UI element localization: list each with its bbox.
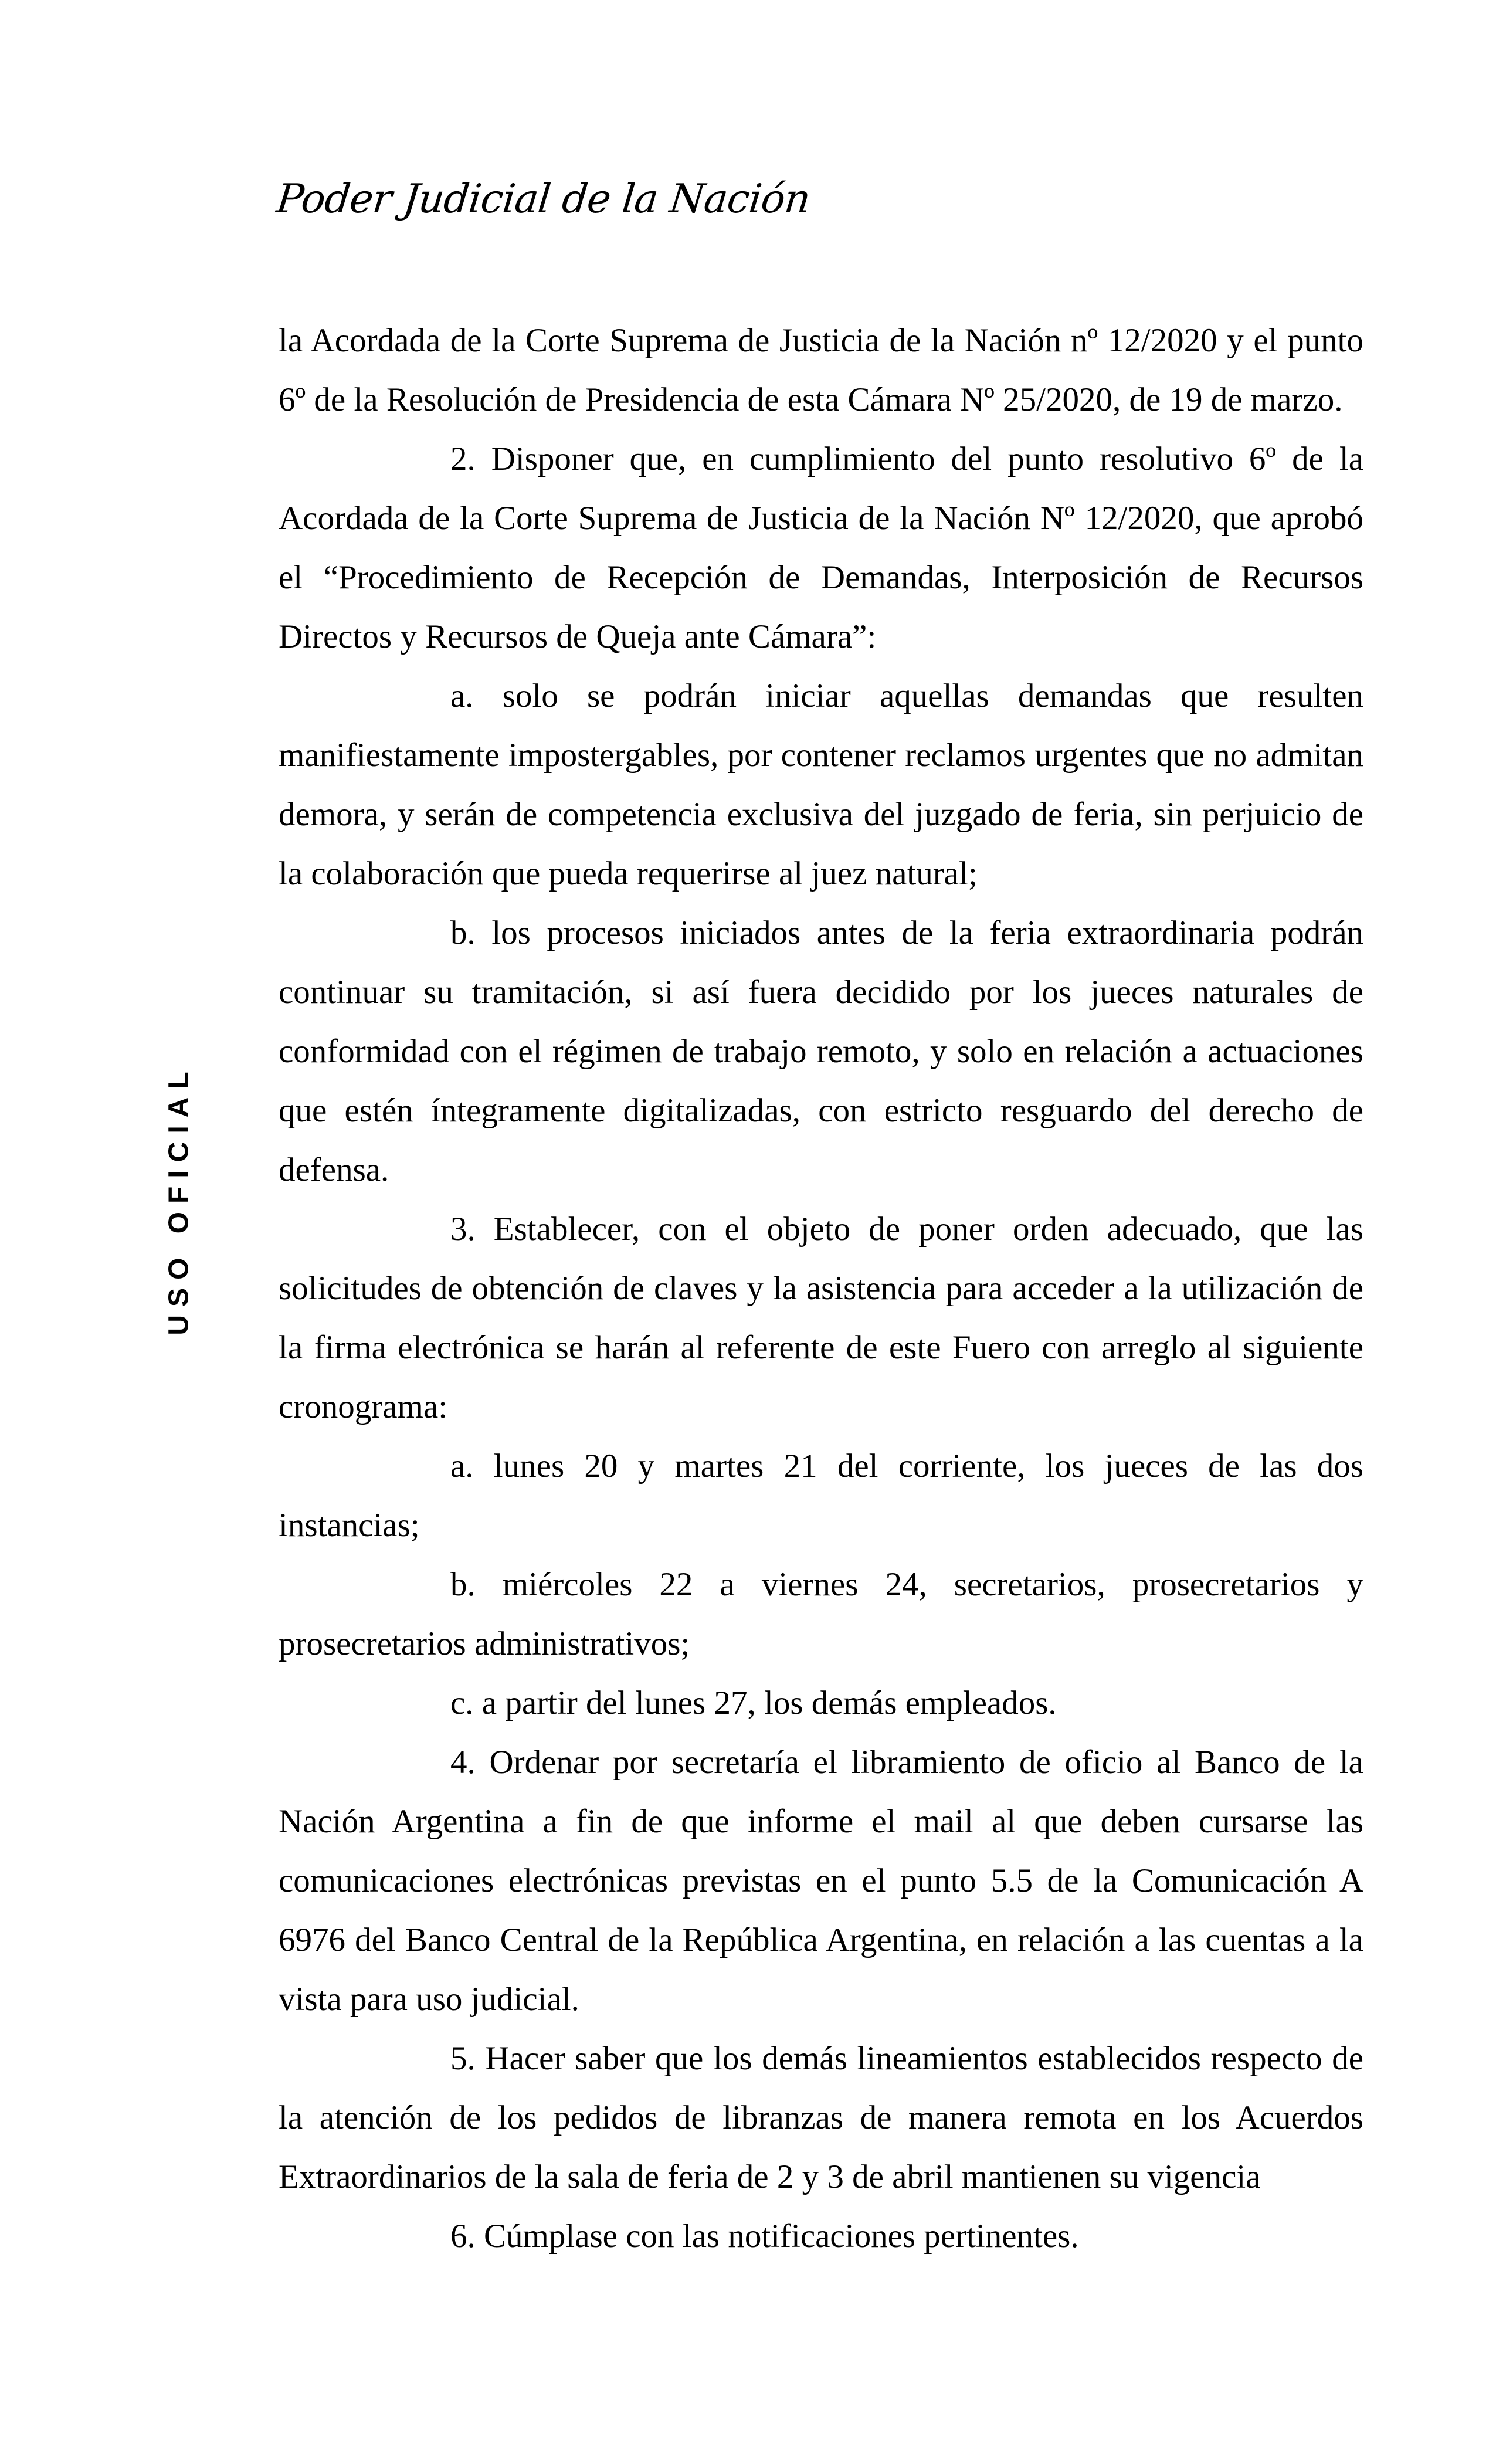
paragraph-item-3: 3. Establecer, con el objeto de poner orden adecuado, que las solicitudes de obtención de claves y la asistencia para acceder a la utilización de la firma electrónica se harán al referente de este Fuero con arreglo al siguiente cronograma: <box>279 1211 1363 1425</box>
paragraph-item-2a: a. solo se podrán iniciar aquellas demandas que resulten manifiestamente impostergables, por contener reclamos urgentes que no admitan demora, y serán de competencia exclusiva del juzgado de feria, sin perjuicio de la colaboración que pueda requerirse al juez natural; <box>279 677 1363 892</box>
paragraph-item-3a: a. lunes 20 y martes 21 del corriente, los jueces de las dos instancias; <box>279 1448 1363 1544</box>
paragraph-item-3b: b. miércoles 22 a viernes 24, secretarios, prosecretarios y prosecretarios administrativos; <box>279 1566 1363 1662</box>
official-use-stamp: USO OFICIAL <box>163 1063 195 1336</box>
paragraph-item-2b: b. los procesos iniciados antes de la feria extraordinaria podrán continuar su tramitación, si así fuera decidido por los jueces naturales de conformidad con el régimen de trabajo remoto, y solo en relación a actuaciones que estén íntegramente digitalizadas, con estricto resguardo del derecho de defensa. <box>279 914 1363 1188</box>
paragraph-item-5: 5. Hacer saber que los demás lineamientos establecidos respecto de la atención de los pedidos de libranzas de manera remota en los Acuerdos Extraordinarios de la sala de feria de 2 y 3 de abril mantienen su vigencia <box>279 2040 1363 2195</box>
document-body <box>279 311 1363 2266</box>
paragraph-item-3c: c. a partir del lunes 27, los demás empleados. <box>450 1685 1057 1721</box>
letterhead-title: Poder Judicial de la Nación <box>274 176 812 222</box>
paragraph-continuation: la Acordada de la Corte Suprema de Justicia de la Nación nº 12/2020 y el punto 6º de la Resolución de Presidencia de esta Cámara Nº 25/2020, de 19 de marzo. <box>279 322 1363 418</box>
paragraph-item-4: 4. Ordenar por secretaría el libramiento de oficio al Banco de la Nación Argentina a fin de que informe el mail al que deben cursarse las comunicaciones electrónicas previstas en el punto 5.5 de la Comunicación A 6976 del Banco Central de la República Argentina, en relación a las cuentas a la vista para uso judicial. <box>279 1744 1363 2018</box>
paragraph-item-2: 2. Disponer que, en cumplimiento del punto resolutivo 6º de la Acordada de la Corte Suprema de Justicia de la Nación Nº 12/2020, que aprobó el “Procedimiento de Recepción de Demandas, Interposición de Recursos Directos y Recursos de Queja ante Cámara”: <box>279 440 1363 655</box>
paragraph-item-6: 6. Cúmplase con las notificaciones pertinentes. <box>450 2218 1079 2255</box>
